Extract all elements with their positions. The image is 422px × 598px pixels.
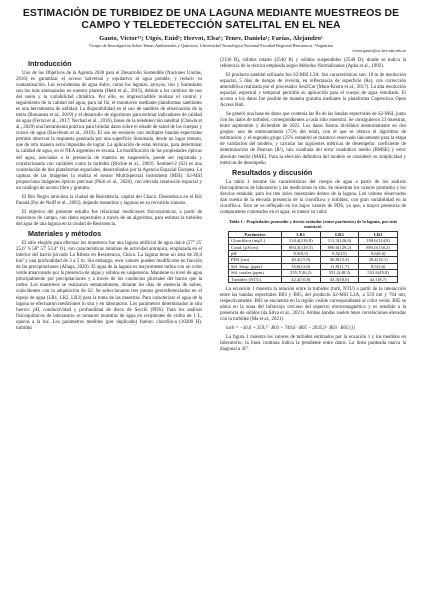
table-cell: 40,8(15,3) (320, 257, 359, 263)
paper-title: ESTIMACIÓN DE TURBIDEZ DE UNA LAGUNA MEDIANTE MUESTREOS DE CAMPO Y TELEDETECCIÓN SATELITAL EN EL NEA (22, 8, 400, 31)
table-cell: Clorofila-a (mg/L) (229, 238, 282, 244)
table-cell: Turbidez (NTU) (229, 276, 282, 282)
equation-1: turb = −36,6 + 359,7 · B03 + 746,6 · B05 − 2035,9 · B03 · B05 (1) (226, 326, 356, 332)
paragraph: Se generó una base de datos que contenía las Rs de las bandas espectrales de S2-MSI, junto con los datos de turbidez, correspondientes a cada sitio muestral. Se consiguieron 23 muestras, entre septiembre y diciembre de 2022. Los datos fueron divididos aleatoriamente en dos grupos: uno de entrenamiento (75% del total), con el que se obtuvo el algoritmo de estimación; y el segundo grupo (25% restante) se mantuvo reservado únicamente para la etapa de validación del modelo, y calcular las siguientes métricas de desempeño: coeficiente de determinación de Pearson (R²), raíz cuadrada del error cuadrático medio (RMSE) y error absoluto medio (MAE). Para la elección definitiva del modelo se consideró su simplicidad y métricas de desempeño. (220, 112, 406, 166)
properties-table (228, 231, 398, 283)
table-cell: 39,4(14,1) (359, 257, 398, 263)
paragraph: La figura 1 muestra los valores de turbidez estimados por la ecuación 1 y los medidos en laboratorio; la línea continua indica la pendiente entre datos. La línea punteada marca la diagonal a 45°. (220, 335, 406, 353)
table-cell: 108,6(124,8) (359, 238, 398, 244)
paragraph: El objetivo del presente estudio fue relacionar mediciones fisicoquímicas, a partir de muestreos de campo, con datos espectrales a través de un algoritmo, para estimar la turbidez del agua de una laguna en la ciudad de Resistencia. (16, 209, 202, 227)
right-column (220, 58, 406, 357)
affiliation: ¹Grupo de Investigación Sobre Temas Ambientales y Químicos, Universidad Tecnológica Nacional Facultad Regional Resistencia, ²Argentina (89, 43, 333, 48)
contact-email[interactable]: victor.gauto@ca.frre.utn.edu.ar (352, 48, 406, 54)
section-heading-metodos: Materiales y métodos (28, 229, 102, 239)
table-cell: 134,4(216,8) (281, 238, 320, 244)
paragraph: El Río Negro atraviesa la ciudad de Resistencia, capital del Chaco. Desemboca en el Río Paraná (Poi de Neiff et al., 2003), dejando meandros y lagunas en su recorrido sinuoso. (16, 194, 202, 206)
table-cell: 8,6(0,6) (359, 250, 398, 256)
section-heading-resultados: Resultados y discusión (232, 167, 313, 177)
table-cell: 555,7(46,2) (281, 270, 320, 276)
table-cell: pH (229, 250, 282, 256)
table-header-cell: LR2 (320, 231, 359, 237)
table-row (229, 276, 398, 282)
table-cell: 895,0(130,2) (359, 244, 398, 250)
table-cell: Sól. totales (ppm) (229, 270, 282, 276)
table-cell: 8,5(0,5) (320, 250, 359, 256)
table-cell: 894,3(129,3) (281, 244, 320, 250)
table-cell: 43,3(10,6) (320, 276, 359, 282)
table-header-cell: LR3 (359, 231, 398, 237)
table-cell: 11,8(11,7) (320, 263, 359, 269)
table-cell: 8,5(0,5) (281, 250, 320, 256)
table-header-cell: LR1 (281, 231, 320, 237)
table-cell: 42,4(10,8) (281, 276, 320, 282)
table-cell: 551,2(48,3) (320, 270, 359, 276)
section-heading-introduccion: Introducción (28, 58, 72, 68)
paragraph: El sitio elegido para efectuar los muestreos fue una laguna artificial de agua dulce (27° 25' 25,6" S 58° 57' 53,4" O), con características mínimas de actividad antrópica, emplazada en el interior del barrio privado La Ribera en Resistencia, Chaco. La laguna tiene un área de 20,4 km² y una profundidad de 3 a 5 m. Sin embargo, esos valores pueden modificarse en función de las precipitaciones (Allaga, 2020). El agua de la laguna es mayormente turbia con un color verde amarronado por la presencia de algas y sólidos en suspensión. Mantiene su nivel de agua principalmente por precipitaciones y a través de los conductos pluviales del barrio que la rodea. Los muestreos se realizaron semanalmente, durante los días de ausencia de nubes, coincidentes con la adquisición de S2. Se seleccionaron tres puntos georreferenciados en el espejo de agua (LR1, LR2, LR3) para la toma de las muestras. Para caracterizar el agua de la laguna se efectuaron mediciones in situ y en laboratorio. Los parámetros determinados in situ fueron: pH, conductividad y profundidad de disco de Secchi (PDS). Para los análisis fisicoquímicos de laboratorio se tomaron muestras de agua en recipientes de vidrio de 1 L, opacos a la luz. Los parámetros medidos (por duplicado) fueron: clorofila-a (10200 H), turbidez (16, 241, 202, 331)
table-header-cell: Parámetro (229, 231, 282, 237)
paragraph: La tabla 1 resume las características del cuerpo de agua a partir de los análisis fisicoquímicos de laboratorio y las mediciones in situ. Se muestran los valores promedio y los desvíos estándar, para los tres sitios muestrales dentro de la laguna. Los valores observados dan cuenta de la elevada presencia de la clorofila-a y turbidez, con gran variabilidad en la clorofila-a. Esto se ve reflejado en los bajos valores de PDS, ya que, a mayor presencia de componentes coloreados en el agua, es menor su valor. (220, 179, 406, 215)
table-cell: 40,4(15,9) (281, 257, 320, 263)
paragraph: El producto satelital utilizado fue S2-MSI L2A. Sus características son: 10 m de resolución espacial, 5 días de tiempo de revisita, en reflectancia de superficie (Rs), con corrección atmosférica realizada por el procesador Sen2Cor (Main-Knorn et al., 2017). La alta resolución espacial, espectral y temporal permitió su aplicación para el cuerpo de agua estudiado. El acceso a los datos fue posible de manera gratuita mediante la plataforma Copernicus Open Access Hub. (220, 72, 406, 109)
paragraph: (2130 B), sólidos totales (2540 B) y sólidos suspendidos (2540 D), donde se indica la referencia de la técnica empleada según Métodos Normalizados (Apha et al., 1992). (220, 57, 406, 69)
table-cell: 111,3(126,6) (320, 238, 359, 244)
left-column (16, 58, 202, 357)
table-cell: 42,1(8,7) (359, 276, 398, 282)
table-cell: Cond. (µS/cm) (229, 244, 282, 250)
paragraph: La ecuación 1 muestra la relación entre la turbidez (turb, NTU) a partir de la interacción entre las bandas espectrales B03 y B05, del producto S2-MSI L2A, a 559 nm y 704 nm, respectivamente. B03 se encuentra en la región visible correspondiente al color verde. B05 se ubica en la zona del infrarrojo cercano del espectro electromagnético y es sensible a la presencia de sólidos (da Silva et al., 2021). Ambas bandas suelen tener correlaciones elevadas con la turbidez (Ma et al., 2021). (220, 287, 406, 323)
table-cell: 552,6(45,8) (359, 270, 398, 276)
table-cell: PDS (cm) (229, 257, 282, 263)
table-cell: 8,5(5,6) (359, 263, 398, 269)
table-caption: Tabla 1.- Propiedades promedio y desvío estándar (entre paréntesis) de la laguna, por sitio muestral. (228, 218, 398, 230)
body-columns (16, 58, 406, 357)
table-cell: 890,6(129,2) (320, 244, 359, 250)
table-cell: Sól. Susp. (ppm) (229, 263, 282, 269)
author-list: Gauto, Victor¹²; Utgés, Enid¹; Hervot, Elsa¹; Tenev, Daniela¹; Farías, Alejandro¹ (99, 35, 323, 42)
table-cell: 16,6(12,6) (281, 263, 320, 269)
paragraph: Uno de los Objetivos de la Agenda 2030 para el Desarrollo Sostenible (Naciones Unidas, 2016) es garantizar el acceso universal y equitativo al agua potable, y reducir su contaminación. Los ecosistemas de agua dulce, como los lagunas, arroyos, ríos y humedales son los más amenazados en nuestro planeta (Hettl et al., 2015), debido a los cambios de uso del suelo y la variabilidad climática. Por ello, es imprescindible realizar el control y seguimiento de la calidad del agua, para tal fin, el monitoreo mediante plataformas satelitales es una herramienta de utilidad. La disponibilidad en el uso de satélites de observación de la tierra (Bonansea et al., 2019) y el desarrollo de algoritmos para estimar indicadores de calidad de agua (Ferral et al., 2017; Nechad et al., 2016), bases de la teledetección satelital (Chawla et al., 2020) una herramienta práctica para brindar datos sobre el estado de salud de los cuerpos y cursos de agua (Rasvleum et al., 2019). El uso de sensores con múltiples bandas espectrales permite observar la respuesta generada por una superficie iluminada, desde un lugar remoto, que de otra manera sería imposible de lograr. La aplicación de estas técnicas, para determinar la calidad de agua, en el NEA argentino es escasa. La modificación de las propiedades ópticas del agua, asociadas a la presencia de materia en suspensión, puede ser registrada y correlacionada con variables como la turbidez (Ritchie et al., 2003). Sentinel-2 (S2) es una constelación de dos plataformas espaciales, desarrollados por la Agencia Espacial Europea. La captura de las imágenes la realiza el sensor MultiSpectral Instrument (MSI). S2-MSI proporciona imágenes ópticas precisas (Phiri et al., 2020), con elevada resolución espacial y un catálogo de acceso libre y gratuito. (16, 70, 202, 191)
